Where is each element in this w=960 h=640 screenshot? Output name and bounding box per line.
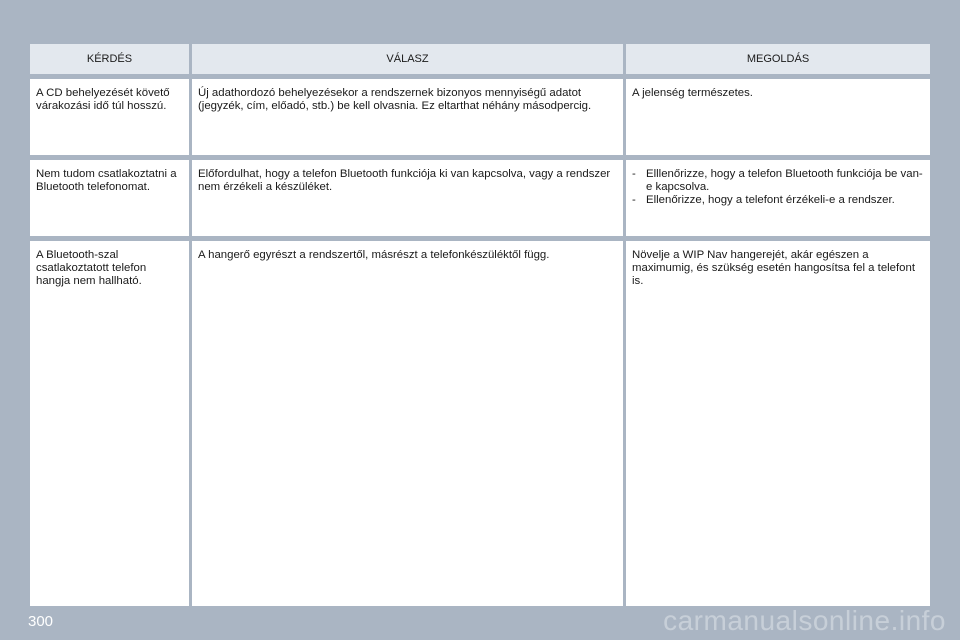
header-solution: MEGOLDÁS [626,44,930,74]
table-header-row [30,44,930,74]
question-cell: A CD behelyezését követő várakozási idő túl hosszú. [30,79,189,155]
answer-cell: A hangerő egyrészt a rendszertől, másrészt a telefonkészüléktől függ. [192,241,623,606]
question-cell: Nem tudom csatlakoztatni a Bluetooth telefonomat. [30,160,189,236]
table-row [30,79,930,155]
question-cell: A Bluetooth-szal csatlakoztatott telefon hangja nem hallható. [30,241,189,606]
solution-cell [626,160,930,236]
watermark: carmanualsonline.info [663,605,946,636]
solution-list-item: - Ellenőrizze, hogy a telefont érzékeli-e a rendszer. [632,194,924,207]
answer-cell: Új adathordozó behelyezésekor a rendszernek bizonyos mennyiségű adatot (jegyzék, cím, előadó, stb.) be kell olvasnia. Ez eltarthat néhány másodpercig. [192,79,623,155]
solution-cell: A jelenség természetes. [626,79,930,155]
header-question: KÉRDÉS [30,44,189,74]
solution-list-item: - Elllenőrizze, hogy a telefon Bluetooth funkciója be van-e kapcsolva. [632,168,924,194]
page-number: 300 [28,613,54,630]
table-row [30,241,930,606]
solution-cell: Növelje a WIP Nav hangerejét, akár egészen a maximumig, és szükség esetén hangosítsa fel a telefont is. [626,241,930,606]
troubleshooting-table [30,44,930,611]
solution-list [632,168,924,207]
header-answer: VÁLASZ [192,44,623,74]
table-row [30,160,930,236]
answer-cell: Előfordulhat, hogy a telefon Bluetooth funkciója ki van kapcsolva, vagy a rendszer nem érzékeli a készüléket. [192,160,623,236]
